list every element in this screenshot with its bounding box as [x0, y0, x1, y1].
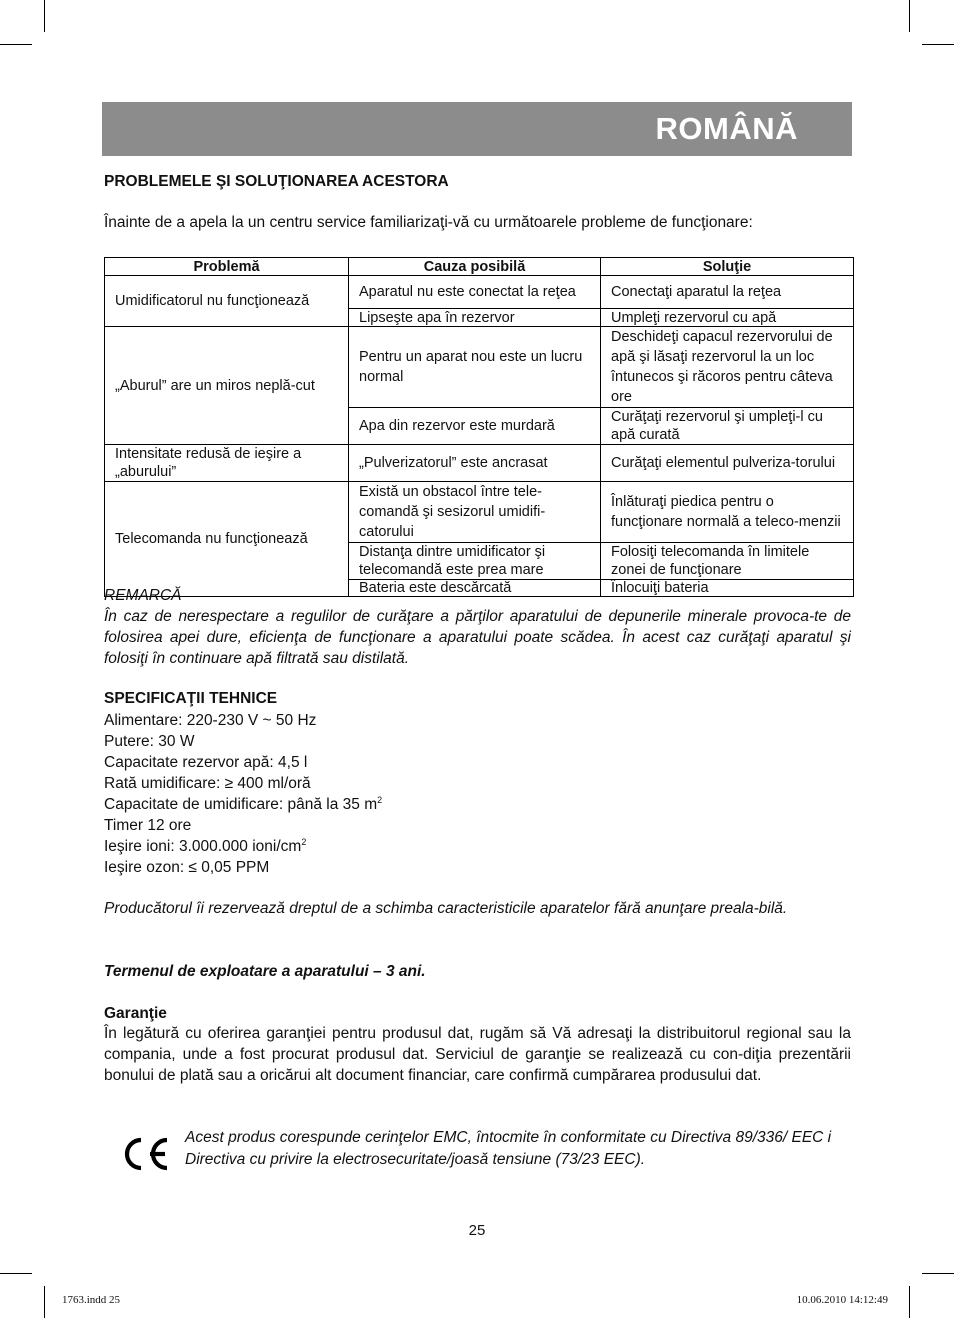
crop-mark: [909, 0, 910, 32]
solution-cell: Folosiţi telecomanda în limitele zonei de funcţionare: [601, 543, 854, 580]
solution-cell: Înlăturaţi piedica pentru o funcţionare normală a teleco-menzii: [601, 482, 854, 543]
warranty-title: Garanţie: [104, 1005, 167, 1022]
spec-power: Putere: 30 W: [104, 733, 195, 750]
cause-cell: Bateria este descărcată: [349, 580, 601, 597]
spec-area: [104, 794, 382, 815]
spec-timer: Timer 12 ore: [104, 817, 192, 834]
crop-mark: [0, 1273, 32, 1274]
column-header-solution: Soluţie: [601, 258, 854, 276]
solution-cell: Umpleţi rezervorul cu apă: [601, 309, 854, 327]
footer-date-info: 10.06.2010 14:12:49: [796, 1294, 888, 1306]
column-header-problem: Problemă: [105, 258, 349, 276]
crop-mark: [0, 44, 32, 45]
spec-ions-text: Ieşire ioni: 3.000.000 ioni/cm: [104, 838, 302, 855]
troubleshooting-intro: Înainte de a apela la un centru service familiarizaţi-vă cu următoarele probleme de funcţionare:: [104, 214, 753, 231]
crop-mark: [909, 1286, 910, 1318]
spec-ions-sup: 2: [301, 837, 307, 847]
ce-compliance-text: Acest produs corespunde cerinţelor EMC, întocmite în conformitate cu Directiva 89/336/ EEC i Directiva cu privire la electrosecuritate/joasă tensiune (73/23 EEC).: [185, 1129, 832, 1168]
cause-cell: Aparatul nu este conectat la reţea: [349, 276, 601, 309]
solution-cell: Deschideţi capacul rezervorului de apă şi lăsaţi rezervorul la un loc întunecos şi răcoros pentru câteva ore: [601, 327, 854, 408]
crop-mark: [44, 1286, 45, 1318]
solution-cell: Înlocuiţi bateria: [601, 580, 854, 597]
problem-cell: „Aburul” are un miros neplă-cut: [105, 327, 349, 445]
crop-mark: [44, 0, 45, 32]
ce-mark-icon: [120, 1136, 170, 1177]
crop-mark: [922, 1273, 954, 1274]
table-header-row: [105, 258, 854, 276]
column-header-cause: Cauza posibilă: [349, 258, 601, 276]
cause-cell: Apa din rezervor este murdară: [349, 408, 601, 445]
warranty-text: În legătură cu oferirea garanţiei pentru produsul dat, rugăm să Vă adresaţi la distribuitorul regional sau la compania, unde a fost procurat produsul dat. Serviciul de garanţie se realizează cu con-diţia prezentării bonului de plată sau a oricărui alt document financiar, care confirmă cumpărarea produsului dat.: [104, 1025, 851, 1084]
service-life: Termenul de exploatare a aparatului – 3 ani.: [104, 963, 426, 980]
specs-title: SPECIFICAŢII TEHNICE: [104, 690, 278, 707]
cause-cell: Distanţa dintre umidificator şi telecomandă este prea mare: [349, 543, 601, 580]
problem-cell: Umidificatorul nu funcţionează: [105, 276, 349, 327]
cause-cell: „Pulverizatorul” este ancrasat: [349, 445, 601, 482]
cause-cell: Lipseşte apa în rezervor: [349, 309, 601, 327]
spec-ozone: Ieşire ozon: ≤ 0,05 PPM: [104, 859, 270, 876]
problem-cell: Intensitate redusă de ieşire a „aburului”: [105, 445, 349, 482]
spec-tank-capacity: Capacitate rezervor apă: 4,5 l: [104, 754, 308, 771]
spec-humidification-rate: Rată umidificare: ≥ 400 ml/oră: [104, 775, 311, 792]
solution-cell: Conectaţi aparatul la reţea: [601, 276, 854, 309]
problem-cell: Telecomanda nu funcţionează: [105, 482, 349, 597]
cause-cell: Există un obstacol între tele-comandă şi sesizorul umidifi-catorului: [349, 482, 601, 543]
remark-title: REMARCĂ: [104, 587, 182, 604]
spec-power-supply: Alimentare: 220-230 V ~ 50 Hz: [104, 712, 317, 729]
language-header-bar: [102, 102, 852, 156]
spec-area-text: Capacitate de umidificare: până la 35 m: [104, 796, 378, 813]
specs-list: [104, 710, 382, 878]
spec-ions: [104, 836, 382, 857]
cause-cell: Pentru un aparat nou este un lucru normal: [349, 327, 601, 408]
table-row: [105, 482, 854, 543]
table-row: [105, 445, 854, 482]
remark-text: În caz de nerespectare a regulilor de curăţare a părţilor aparatului de depunerile minerale provoca-te de folosirea apei dure, eficienţa de funcţionare a aparatului poate scădea. În acest caz curăţaţi aparatul şi folosiţi în continuare apă filtrată sau distilată.: [104, 608, 851, 667]
table-row: [105, 327, 854, 408]
language-title: ROMÂNĂ: [655, 111, 798, 146]
footer-file-info: 1763.indd 25: [62, 1294, 121, 1306]
troubleshooting-table: [104, 257, 854, 597]
manufacturer-note: Producătorul îi rezervează dreptul de a schimba caracteristicile aparatelor fără anunţare preala-bilă.: [104, 900, 788, 917]
troubleshooting-title: PROBLEMELE ŞI SOLUŢIONAREA ACESTORA: [104, 173, 449, 190]
solution-cell: Curăţaţi rezervorul şi umpleţi-l cu apă curată: [601, 408, 854, 445]
table-row: [105, 276, 854, 309]
spec-area-sup: 2: [377, 795, 383, 805]
page-number: 25: [468, 1222, 486, 1239]
solution-cell: Curăţaţi elementul pulveriza-torului: [601, 445, 854, 482]
crop-mark: [922, 44, 954, 45]
